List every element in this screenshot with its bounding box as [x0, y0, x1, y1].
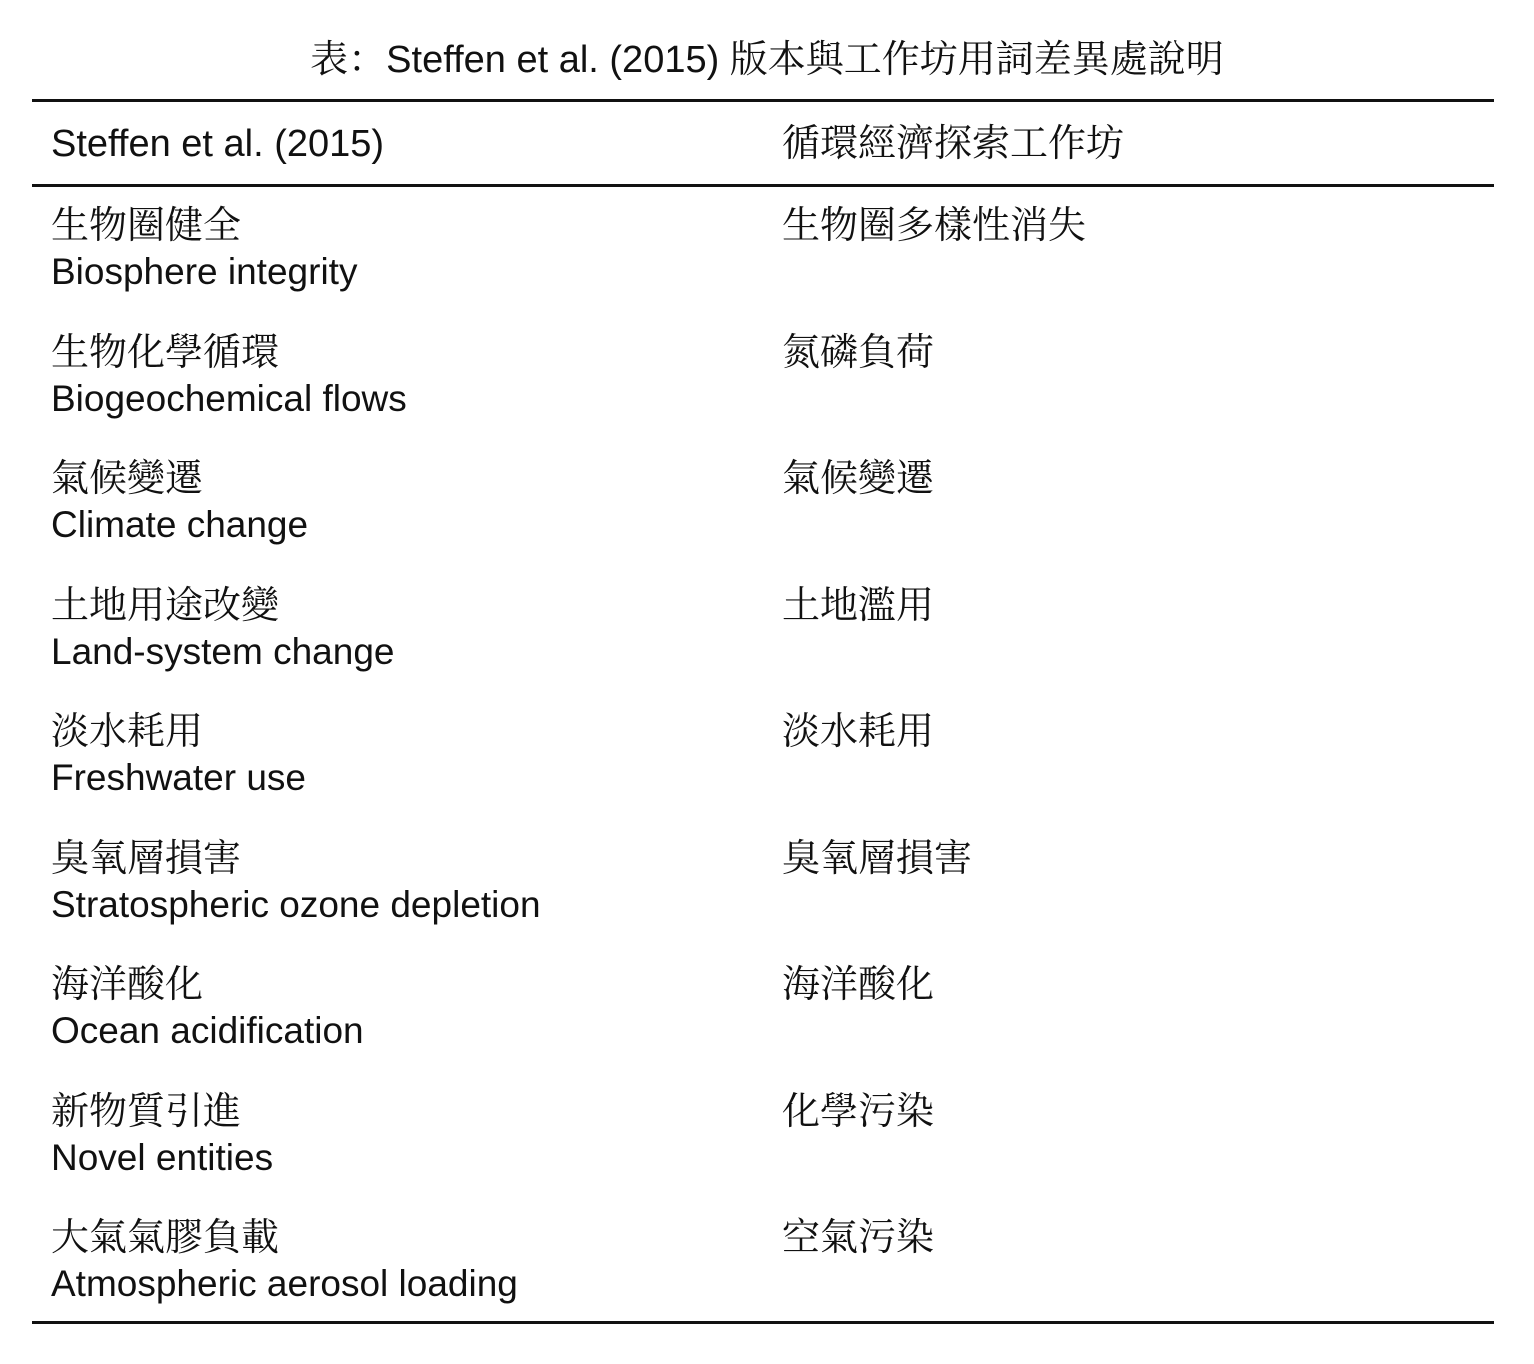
steffen-term-zh: 大氣氣膠負載: [51, 1217, 280, 1259]
table-bottom-rule: [32, 1321, 1494, 1324]
workshop-term-cell: [782, 1214, 934, 1262]
table-header-rule: [32, 184, 1494, 187]
steffen-term-cell: [51, 835, 541, 927]
header-workshop: 循環經濟探索工作坊: [782, 123, 1125, 165]
workshop-term: 化學污染: [782, 1090, 935, 1133]
table-top-rule: [32, 99, 1494, 102]
steffen-term-en: Novel entities: [51, 1136, 274, 1178]
table-row: [0, 835, 1534, 962]
steffen-term-zh: 淡水耗用: [51, 711, 204, 753]
steffen-term-en: Land-system change: [51, 630, 395, 672]
table-row: [0, 329, 1534, 456]
table-row: [0, 455, 1534, 582]
steffen-term-zh: 氣候變遷: [51, 458, 204, 500]
workshop-term-cell: [782, 1088, 934, 1136]
steffen-term-zh: 生物圈健全: [51, 205, 242, 247]
workshop-term: 生物圈多樣性消失: [782, 205, 1087, 247]
steffen-term-en: Biosphere integrity: [51, 251, 358, 292]
steffen-term-cell: [51, 455, 308, 547]
steffen-term-zh: 臭氧層損害: [51, 837, 242, 880]
table-row: [0, 961, 1534, 1088]
steffen-term-cell: [51, 582, 394, 674]
steffen-term-en: Climate change: [51, 504, 309, 545]
table-row: [0, 1088, 1534, 1215]
steffen-term-en: Atmospheric aerosol loading: [51, 1263, 518, 1304]
workshop-term-cell: [782, 708, 934, 756]
steffen-term-en: Freshwater use: [51, 757, 306, 798]
workshop-term-cell: [782, 329, 934, 377]
workshop-term: 氣候變遷: [782, 458, 935, 500]
workshop-term-cell: [782, 202, 1086, 250]
steffen-term-zh: 土地用途改變: [51, 584, 280, 627]
workshop-term: 臭氧層損害: [782, 837, 973, 880]
steffen-term-cell: [51, 329, 407, 421]
workshop-term: 淡水耗用: [782, 711, 935, 753]
table-row: [0, 708, 1534, 835]
workshop-term: 海洋酸化: [782, 964, 935, 1006]
workshop-term: 空氣污染: [782, 1217, 935, 1259]
steffen-term-zh: 海洋酸化: [51, 964, 204, 1006]
header-steffen: Steffen et al. (2015): [51, 123, 385, 165]
table-caption: 表：Steffen et al. (2015) 版本與工作坊用詞差異處說明: [310, 39, 1224, 81]
steffen-term-cell: [51, 961, 364, 1053]
workshop-term-cell: [782, 582, 934, 630]
workshop-term: 氮磷負荷: [782, 331, 935, 374]
steffen-term-en: Stratospheric ozone depletion: [51, 883, 541, 925]
workshop-term: 土地濫用: [782, 584, 935, 627]
workshop-term-cell: [782, 835, 972, 883]
steffen-term-en: Ocean acidification: [51, 1010, 364, 1051]
steffen-term-cell: [51, 202, 357, 294]
steffen-term-en: Biogeochemical flows: [51, 377, 407, 419]
table-row: [0, 202, 1534, 329]
steffen-term-cell: [51, 708, 306, 800]
table-row: [0, 582, 1534, 709]
table-body: [0, 202, 1534, 1341]
workshop-term-cell: [782, 455, 934, 503]
steffen-term-zh: 生物化學循環: [51, 331, 280, 374]
steffen-term-cell: [51, 1214, 518, 1306]
workshop-term-cell: [782, 961, 934, 1009]
table-header-row: [0, 118, 1534, 170]
steffen-term-cell: [51, 1088, 273, 1180]
steffen-term-zh: 新物質引進: [51, 1090, 242, 1133]
